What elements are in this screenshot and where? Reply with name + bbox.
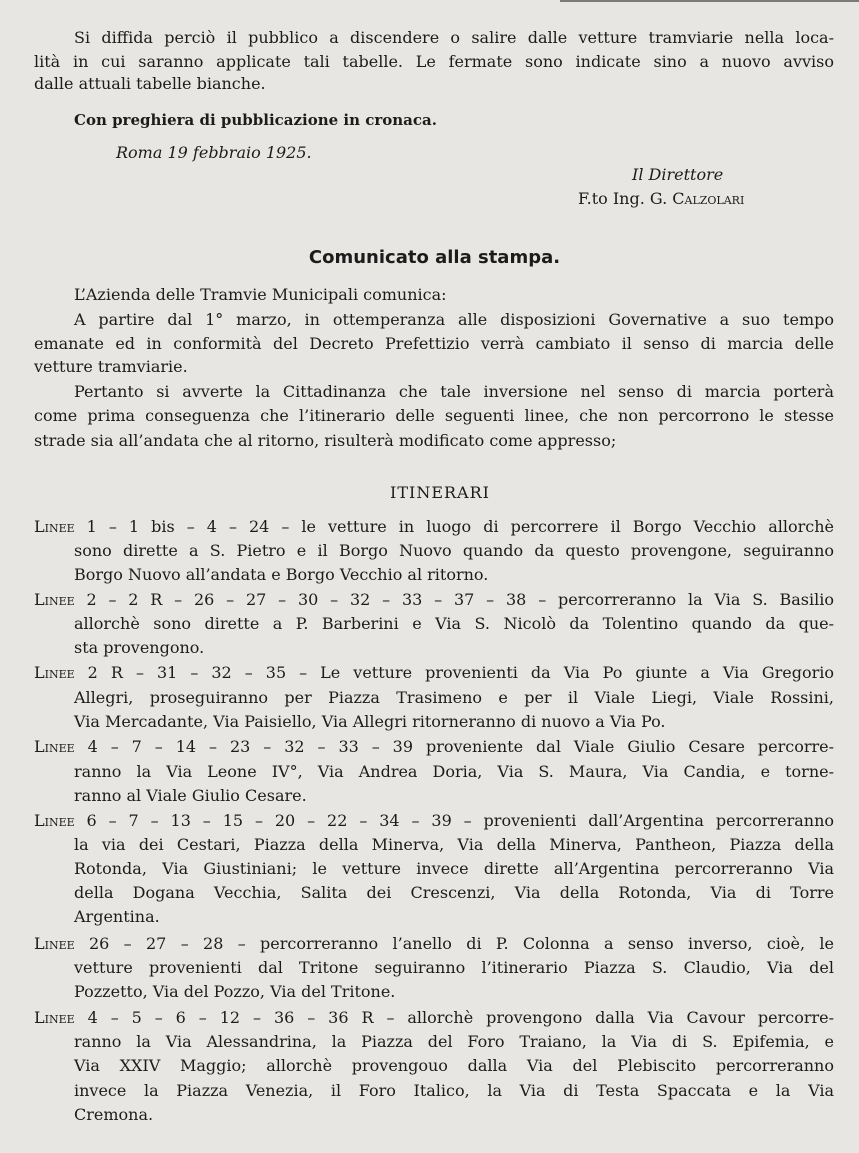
signature-title: Il Direttore [632,165,724,184]
entry-5-line-2: la via dei Cestari, Piazza della Minerva, Via della Minerva, Pantheon, Piazza della [74,835,834,854]
entry-2-line-2: allorchè sono dirette a P. Barberini e Via S. Nicolò da Tolentino quando da que- [74,614,834,633]
entry-3-first-line [34,661,834,685]
entry-4-line-3: ranno al Viale Giulio Cesare. [74,786,307,805]
communique-line-6: come prima conseguenza che l’itinerario delle seguenti linee, che non percorrono le stesse [34,406,834,425]
entry-5-label: Linee [34,811,75,830]
communique-heading: Comunicato alla stampa. [308,247,561,268]
entry-6-text: 26 – 27 – 28 – percorreranno l’anello di P. Colonna a senso inverso, cioè, le [74,934,834,953]
communique-line-2: A partire dal 1° marzo, in ottemperanza alle disposizioni Governative a suo tempo [74,310,834,329]
intro-line-1: Si diffida perciò il pubblico a discendere o salire dalle vetture tramviarie nella loca- [74,28,834,47]
entry-1-label: Linee [34,517,75,536]
communique-line-4: vetture tramviarie. [34,357,188,376]
entry-7-text: 4 – 5 – 6 – 12 – 36 – 36 R – allorchè provengono dalla Via Cavour percorre- [74,1008,834,1027]
entry-3-text: 2 R – 31 – 32 – 35 – Le vetture provenienti da Via Po giunte a Via Gregorio [74,663,834,682]
entry-6-line-3: Pozzetto, Via del Pozzo, Via del Tritone. [74,982,396,1001]
date-line: Roma 19 febbraio 1925. [116,143,312,162]
itinerari-heading: ITINERARI [390,483,490,502]
top-rule [560,0,859,2]
entry-3-line-3: Via Mercadante, Via Paisiello, Via Allegri ritorneranno di nuovo a Via Po. [74,712,666,731]
entry-1-line-3: Borgo Nuovo all’andata e Borgo Vecchio al ritorno. [74,565,489,584]
entry-2-text: 2 – 2 R – 26 – 27 – 30 – 32 – 33 – 37 – 38 – percorreranno la Via S. Basilio [74,590,834,609]
communique-line-1: L’Azienda delle Tramvie Municipali comunica: [74,285,447,304]
signature-prefix: F.to Ing. G. [578,189,668,208]
entry-4-text: 4 – 7 – 14 – 23 – 32 – 33 – 39 proveniente dal Viale Giulio Cesare percorre- [74,737,834,756]
entry-7-line-3: Via XXIV Maggio; allorchè provengouo dalla Via del Plebiscito percorreranno [74,1056,834,1075]
entry-2-label: Linee [34,590,75,609]
entry-7-line-2: ranno la Via Alessandrina, la Piazza del Foro Traiano, la Via di S. Epifemia, e [74,1032,834,1051]
entry-2-line-3: sta provengono. [74,638,205,657]
entry-7-line-4: invece la Piazza Venezia, il Foro Italico, la Via di Testa Spaccata e la Via [74,1081,834,1100]
entry-5-line-4: della Dogana Vecchia, Salita dei Crescenzi, Via della Rotonda, Via di Torre [74,883,834,902]
entry-1-first-line [34,515,834,539]
entry-6-first-line [34,932,834,956]
entry-5-line-5: Argentina. [74,907,160,926]
entry-5-text: 6 – 7 – 13 – 15 – 20 – 22 – 34 – 39 – provenienti dall’Argentina percorreranno [74,811,834,830]
signature-line [578,187,744,211]
entry-4-line-2: ranno la Via Leone IV°, Via Andrea Doria, Via S. Maura, Via Candia, e torne- [74,762,834,781]
entry-3-label: Linee [34,663,75,682]
publication-request: Con preghiera di pubblicazione in cronaca. [74,111,437,129]
entry-2-first-line [34,588,834,612]
entry-4-first-line [34,735,834,759]
entry-3-line-2: Allegri, proseguiranno per Piazza Trasimeno e per il Viale Liegi, Viale Rossini, [74,688,834,707]
communique-line-3: emanate ed in conformità del Decreto Prefettizio verrà cambiato il senso di marcia delle [34,334,834,353]
entry-7-first-line [34,1006,834,1030]
entry-1-line-2: sono dirette a S. Pietro e il Borgo Nuovo quando da questo provengone, seguiranno [74,541,834,560]
entry-5-first-line [34,809,834,833]
intro-line-3: dalle attuali tabelle bianche. [34,74,266,93]
intro-line-2: lità in cui saranno applicate tali tabelle. Le fermate sono indicate sino a nuovo avviso [34,52,834,71]
entry-5-line-3: Rotonda, Via Giustiniani; le vetture invece dirette all’Argentina percorreranno Via [74,859,834,878]
entry-1-text: 1 – 1 bis – 4 – 24 – le vetture in luogo di percorrere il Borgo Vecchio allorchè [74,517,834,536]
signature-name: Calzolari [672,189,745,208]
entry-6-line-2: vetture provenienti dal Tritone seguiranno l’itinerario Piazza S. Claudio, Via del [74,958,834,977]
entry-6-label: Linee [34,934,75,953]
communique-line-7: strade sia all’andata che al ritorno, risulterà modificato come appresso; [34,431,617,450]
entry-7-line-5: Cremona. [74,1105,154,1124]
communique-line-5: Pertanto si avverte la Cittadinanza che tale inversione nel senso di marcia porterà [74,382,834,401]
entry-7-label: Linee [34,1008,75,1027]
entry-4-label: Linee [34,737,75,756]
